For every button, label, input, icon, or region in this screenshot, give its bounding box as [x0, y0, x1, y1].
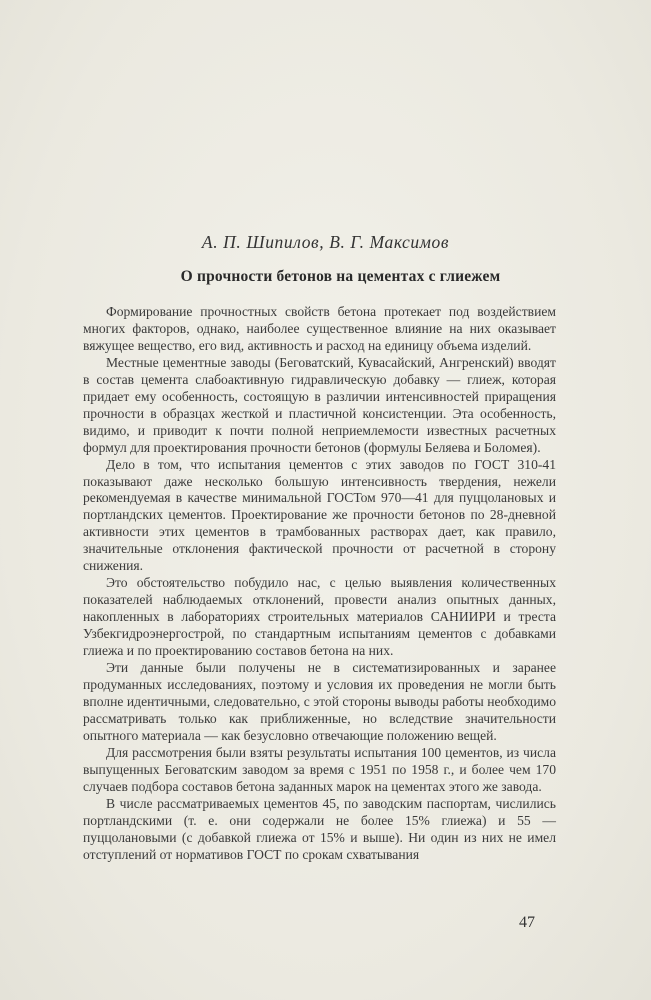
article-authors: А. П. Шипилов, В. Г. Максимов	[201, 232, 450, 252]
page-number: 47	[519, 914, 535, 931]
article-title: О прочности бетонов на цементах с глиежем	[180, 268, 501, 285]
paragraph-5: Эти данные были получены не в систематизированных и заранее продуманных исследованиях, поэтому и условия их проведения не могли быть вполне идентичными, следовательно, с этой стороны выводы работы необходимо рассматривать только как приближенные, но вследствие значительности опытного материала — как безусловно отвечающие положению вещей.	[83, 660, 556, 743]
paragraph-7: В числе рассматриваемых цементов 45, по заводским паспортам, числились портландскими (т. е. они содержали не более 15% глиежа) и 55 — пуццолановыми (с добавкой глиежа от 15% и выше). Ни один из них не имел отступлений от нормативов ГОСТ по срокам схватывания	[83, 795, 556, 862]
paragraph-6: Для рассмотрения были взяты результаты испытания 100 цементов, из числа выпущенных Беговатским заводом за время с 1951 по 1958 г., и более чем 170 случаев подбора составов бетона заданных марок на цементах этого же завода.	[83, 744, 556, 794]
article-body	[83, 304, 556, 863]
paragraph-3: Дело в том, что испытания цементов с этих заводов по ГОСТ 310-41 показывают даже несколько большую интенсивность твердения, нежели рекомендуемая в качестве минимальной ГОСТом 970—41 для пуццолановых и портландских цементов. Проектирование же прочности бетонов по 28-дневной активности этих цементов в трамбованных растворах дает, как правило, значительные отклонения фактической прочности от расчетной в сторону снижения.	[83, 456, 556, 574]
paragraph-4: Это обстоятельство побудило нас, с целью выявления количественных показателей наблюдаемых отклонений, провести анализ опытных данных, накопленных в лабораториях строительных материалов САНИИРИ и треста Узбекгидроэнергострой, по стандартным испытаниям цементов с добавками глиежа и по проектированию составов бетона на них.	[83, 575, 556, 659]
paragraph-2: Местные цементные заводы (Беговатский, Кувасайский, Ангренский) вводят в состав цемента слабоактивную гидравлическую добавку — глиеж, которая придает ему особенность, состоящую в различии интенсивностей приращения прочности в образцах жесткой и пластичной консистенции. Эта особенность, видимо, и приводит к почти полной неприемлемости известных расчетных формул для проектирования прочности бетонов (формулы Беляева и Боломея).	[83, 354, 556, 455]
paragraph-1: Формирование прочностных свойств бетона протекает под воздействием многих факторов, однако, наиболее существенное влияние на них оказывает вяжущее вещество, его вид, активность и расход на единицу объема изделий.	[83, 304, 556, 353]
